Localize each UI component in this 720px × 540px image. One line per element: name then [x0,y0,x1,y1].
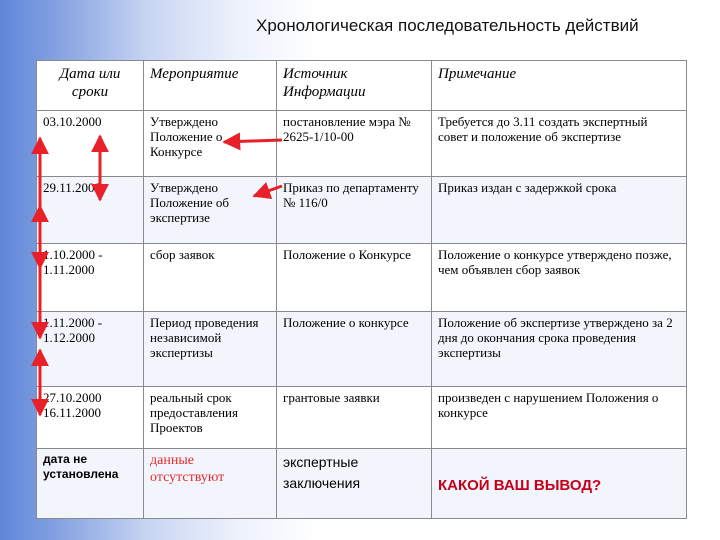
header-source: Источник Информации [277,61,432,111]
note-cell: произведен с нарушением Положения о конкурсе [432,387,687,449]
date-cell: 29.11.2000 [37,177,144,244]
header-note: Примечание [432,61,687,111]
date-cell: 1.10.2000 - 1.11.2000 [37,244,144,312]
event-cell: Период проведения независимой экспертизы [144,312,277,387]
table-row [37,177,687,244]
header-event: Мероприятие [144,61,277,111]
missing-data-text: данные отсутствуют [150,453,225,485]
table-row [37,387,687,449]
table-row [37,312,687,387]
event-cell: реальный срок предоставления Проектов [144,387,277,449]
source-text: экспертные заключения [283,454,361,491]
slide-title: Хронологическая последовательность действий [256,16,639,35]
note-cell: Положение об экспертизе утверждено за 2 дня до окончания срока проведения экспертизы [432,312,687,387]
source-cell [277,449,432,519]
table-row [37,449,687,519]
event-cell: Утверждено Положение об экспертизе [144,177,277,244]
event-cell [144,449,277,519]
note-cell: Приказ издан с задержкой срока [432,177,687,244]
header-date: Дата или сроки [37,61,144,111]
conclusion-question: КАКОЙ ВАШ ВЫВОД? [438,477,602,494]
table-row [37,244,687,312]
note-cell: Требуется до 3.11 создать экспертный совет и положение об экспертизе [432,111,687,177]
source-cell: грантовые заявки [277,387,432,449]
date-cell: 27.10.2000 16.11.2000 [37,387,144,449]
table-header-row [37,61,687,111]
source-cell: Положение о конкурсе [277,312,432,387]
table-row [37,111,687,177]
source-cell: Приказ по департаменту № 116/0 [277,177,432,244]
note-cell: Положение о конкурсе утверждено позже, чем объявлен сбор заявок [432,244,687,312]
event-cell: Утверждено Положение о Конкурсе [144,111,277,177]
event-cell: сбор заявок [144,244,277,312]
source-cell: постановление мэра № 2625-1/10-00 [277,111,432,177]
note-cell [432,449,687,519]
date-cell: 1.11.2000 - 1.12.2000 [37,312,144,387]
date-cell: дата не установлена [37,449,144,519]
chronology-table [36,60,687,519]
source-cell: Положение о Конкурсе [277,244,432,312]
date-cell: 03.10.2000 [37,111,144,177]
